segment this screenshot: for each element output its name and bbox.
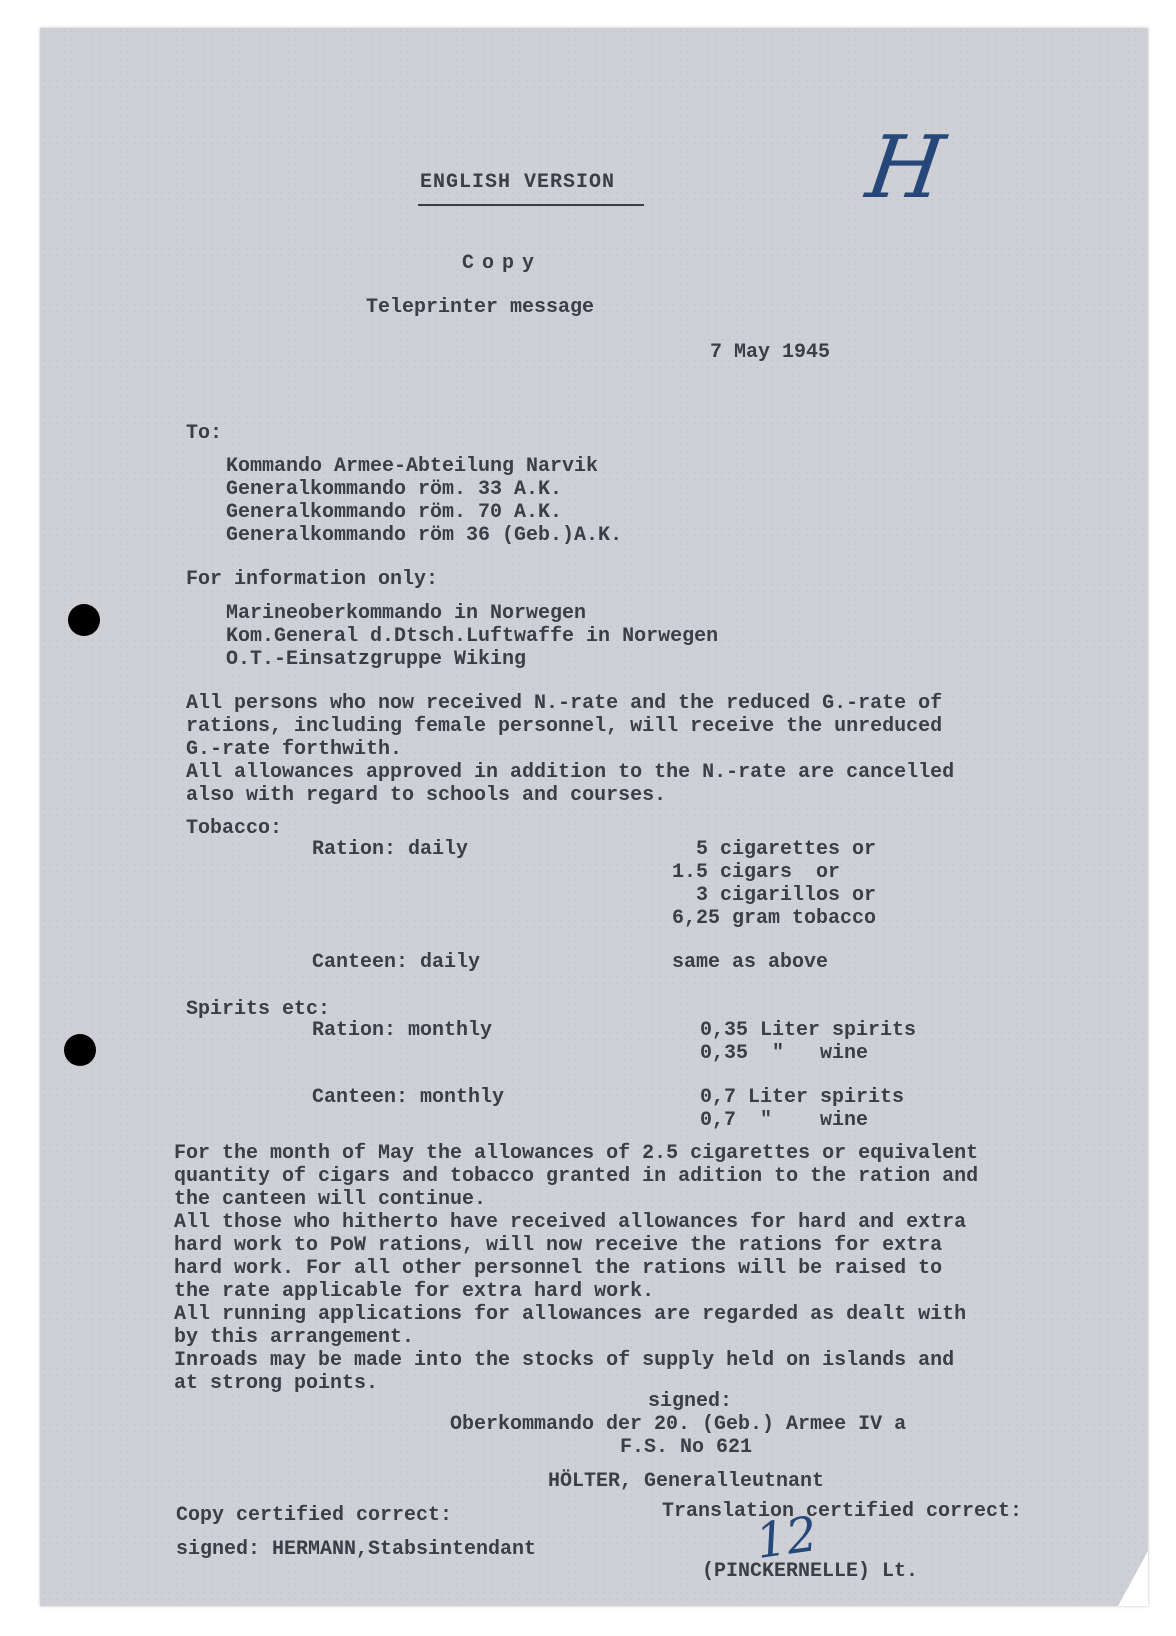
paragraph-line: the canteen will continue. — [174, 1188, 487, 1211]
canteen-value: 0,7 Liter spirits — [700, 1086, 905, 1109]
spirits-canteen-values — [700, 1086, 904, 1132]
paragraph-line: at strong points. — [174, 1372, 379, 1395]
info-line: Kom.General d.Dtsch.Luftwaffe in Norwegen — [226, 625, 719, 648]
paragraph-line: rations, including female personnel, will receive the unreduced — [186, 715, 943, 738]
handwritten-mark-top: H — [860, 118, 951, 218]
info-list — [226, 602, 718, 671]
translator-name: (PINCKERNELLE) Lt. — [702, 1560, 919, 1583]
title-underline — [418, 204, 644, 206]
recipients-label: To: — [186, 422, 223, 445]
paragraph-line: quantity of cigars and tobacco granted in adition to the ration and — [174, 1165, 979, 1188]
paragraph-line: the rate applicable for extra hard work. — [174, 1280, 655, 1303]
punch-hole-top — [68, 604, 100, 636]
paragraph-line: also with regard to schools and courses. — [186, 784, 667, 807]
ration-value: 6,25 gram tobacco — [672, 907, 877, 930]
recipient-line: Generalkommando röm. 70 A.K. — [226, 501, 563, 524]
tobacco-canteen-label: Canteen: daily — [312, 951, 481, 974]
canteen-value: 0,7 " wine — [700, 1109, 869, 1132]
tobacco-label: Tobacco: — [186, 817, 283, 840]
spirits-label: Spirits etc: — [186, 998, 331, 1021]
spirits-ration-label: Ration: monthly — [312, 1019, 493, 1042]
signer-name: HÖLTER, Generalleutnant — [548, 1470, 825, 1493]
paragraph-line: Inroads may be made into the stocks of supply held on islands and — [174, 1349, 955, 1372]
message-date: 7 May 1945 — [710, 341, 831, 364]
paragraph-line: hard work to PoW rations, will now receive the rations for extra — [174, 1234, 943, 1257]
handwritten-mark-bottom: 12 — [752, 1506, 821, 1570]
ration-value: 1.5 cigars or — [672, 861, 841, 884]
paragraph-line: All persons who now received N.-rate and the reduced G.-rate of — [186, 692, 943, 715]
info-label: For information only: — [186, 568, 439, 591]
paragraph-line: All running applications for allowances are regarded as dealt with — [174, 1303, 967, 1326]
ration-value: 0,35 Liter spirits — [700, 1019, 917, 1042]
copy-label: Copy — [462, 252, 543, 275]
ration-value: 0,35 " wine — [700, 1042, 869, 1065]
spirits-ration-values — [700, 1019, 916, 1065]
copy-certified-signature: signed: HERMANN,Stabsintendant — [176, 1538, 537, 1561]
info-line: Marineoberkommando in Norwegen — [226, 602, 587, 625]
recipients-list — [226, 455, 622, 547]
tobacco-canteen-value: same as above — [672, 951, 829, 974]
document-title: ENGLISH VERSION — [420, 171, 616, 194]
info-line: O.T.-Einsatzgruppe Wiking — [226, 648, 527, 671]
paragraph-line: by this arrangement. — [174, 1326, 415, 1349]
paragraph-rations — [186, 692, 954, 807]
recipient-line: Kommando Armee-Abteilung Narvik — [226, 455, 599, 478]
paragraph-line: All allowances approved in addition to the N.-rate are cancelled — [186, 761, 955, 784]
paragraph-line: G.-rate forthwith. — [186, 738, 403, 761]
recipient-line: Generalkommando röm 36 (Geb.)A.K. — [226, 524, 623, 547]
message-type: Teleprinter message — [366, 296, 595, 319]
signed-label: signed: — [648, 1390, 733, 1413]
spirits-canteen-label: Canteen: monthly — [312, 1086, 505, 1109]
paragraph-line: For the month of May the allowances of 2.5 cigarettes or equivalent — [174, 1142, 979, 1165]
tobacco-ration-values — [672, 838, 876, 930]
punch-hole-bottom — [64, 1034, 96, 1066]
paragraph-allowances — [174, 1142, 978, 1395]
reference-number: F.S. No 621 — [620, 1436, 753, 1459]
paragraph-line: All those who hitherto have received allowances for hard and extra — [174, 1211, 967, 1234]
tobacco-ration-label: Ration: daily — [312, 838, 469, 861]
ration-value: 3 cigarillos or — [696, 884, 877, 907]
signing-unit: Oberkommando der 20. (Geb.) Armee IV a — [450, 1413, 907, 1436]
recipient-line: Generalkommando röm. 33 A.K. — [226, 478, 563, 501]
folded-corner — [1118, 1551, 1148, 1606]
copy-certified-label: Copy certified correct: — [176, 1504, 453, 1527]
paragraph-line: hard work. For all other personnel the rations will be raised to — [174, 1257, 943, 1280]
translation-certified-label: Translation certified correct: — [662, 1500, 1023, 1523]
ration-value: 5 cigarettes or — [696, 838, 877, 861]
